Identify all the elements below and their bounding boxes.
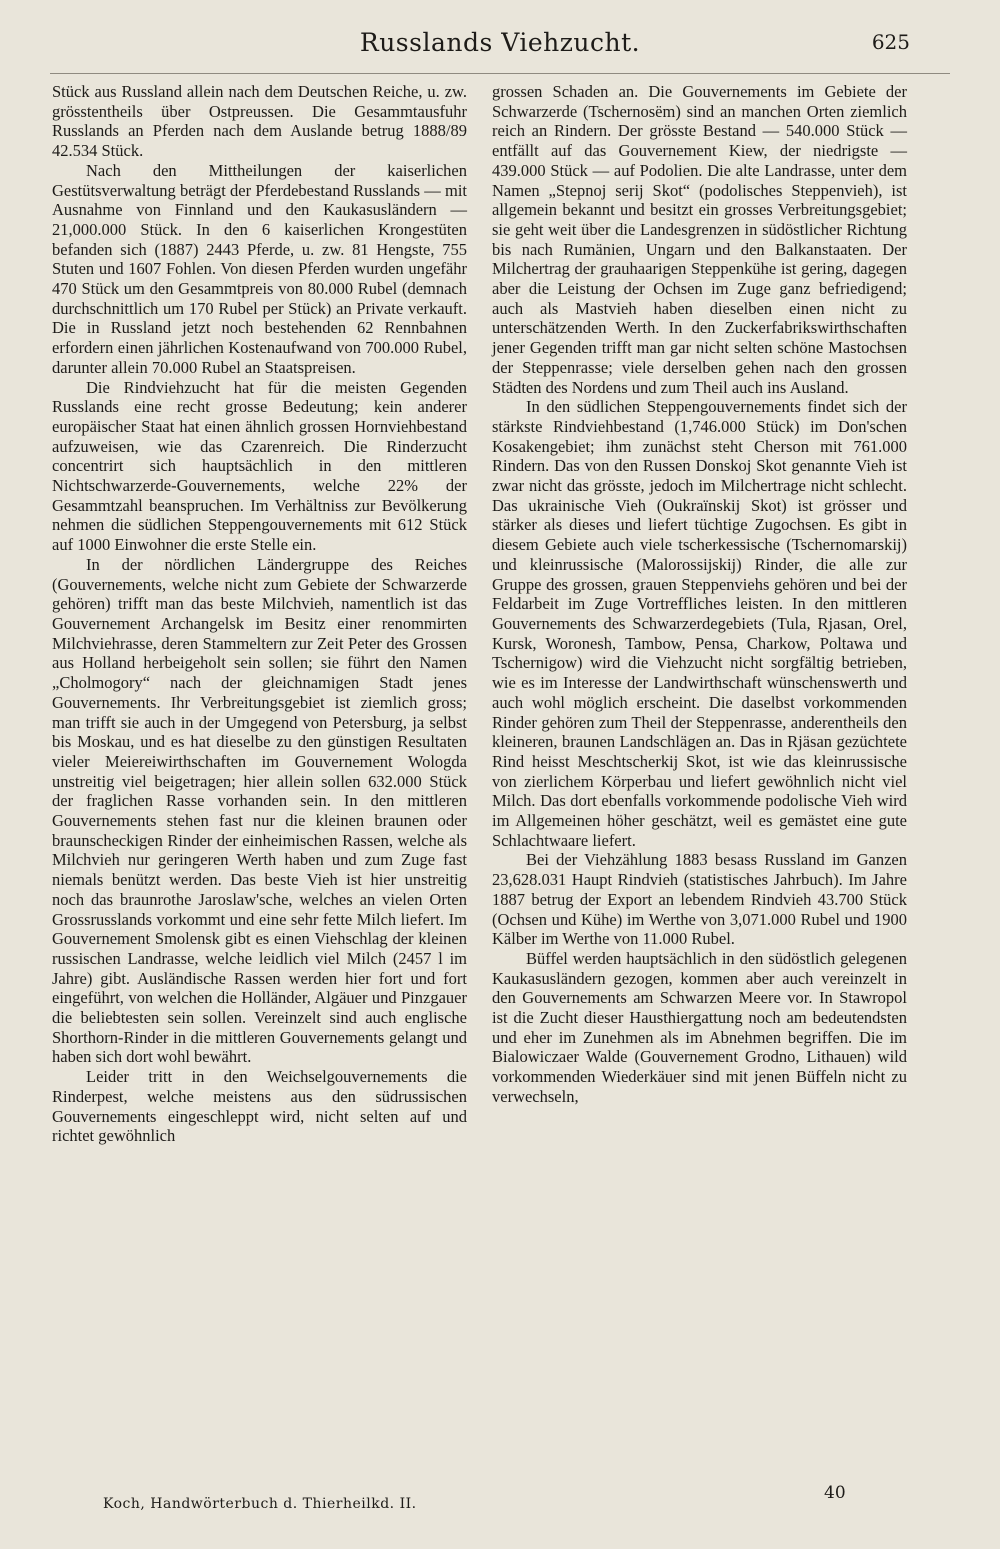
running-head-title: Russlands Viehzucht. xyxy=(359,28,641,57)
left-column xyxy=(52,82,467,1146)
header-rule xyxy=(50,73,950,74)
paragraph: In der nördlichen Ländergruppe des Reiches (Gouvernements, welche nicht zum Gebiete der Schwarzerde gehören) trifft man das beste Milchvieh, namentlich ist das Gouvernement Archangelsk im Besitz einer renommirten Milchviehrasse, deren Stammeltern zur Zeit Peter des Grossen aus Holland herbeigeholt sein sollen; sie führt den Namen „Cholmogory“ nach der gleichnamigen Stadt jenes Gouvernements. Ihr Verbreitungsgebiet ist ziemlich gross; man trifft sie auch in der Umgegend von Petersburg, ja selbst bis Moskau, und es hat dieselbe zu den günstigen Resultaten vieler Meiereiwirthschaften im Gouvernement Wologda unstreitig viel beigetragen; hier allein sollen 632.000 Stück der fraglichen Rasse vorhanden sein. In den mittleren Gouvernements stehen fast nur die kleinen braunen oder braunscheckigen Rinder der einheimischen Rassen, welche als Milchvieh nur geringeren Werth haben und zum Zuge fast niemals benützt werden. Das beste Vieh ist hier unstreitig noch das braunrothe Jaroslaw'sche, welches an vielen Orten Grossrusslands vorkommt und eine sehr fette Milch liefert. Im Gouvernement Smolensk gibt es einen Viehschlag der kleinen russischen Landrasse, welche leidlich viel Milch (2457 l im Jahre) gibt. Ausländische Rassen werden hier fort und fort eingeführt, von welchen die Holländer, Algäuer und Pinzgauer die beliebtesten sein sollen. Vereinzelt sind auch englische Shorthorn-Rinder in die mittleren Gouvernements gelangt und haben sich dort wohl bewährt. xyxy=(52,554,467,1067)
paragraph: In den südlichen Steppengouvernements findet sich der stärkste Rindviehbestand (1,746.000 Stück) im Don'schen Kosakengebiet; ihm zunächst steht Cherson mit 761.000 Rindern. Das von den Russen Donskoj Skot genannte Vieh ist zwar nicht das grösste, jedoch im Milchertrage nicht schlecht. Das ukrainische Vieh (Oukraïnskij Skot) ist grösser und stärker als dieses und liefert tüchtige Zugochsen. Es gibt in diesem Gebiete auch viele tscherkessische (Tschernomarskij) und kleinrussische (Malorossijskij) Rinder, die alle zur Gruppe des grossen, grauen Steppenviehs gehören und bei der Feldarbeit im Zuge Vortreffliches leisten. In den mittleren Gouvernements des Schwarzerdegebiets (Tula, Rjasan, Orel, Kursk, Woronesh, Tambow, Pensa, Charkow, Poltawa und Tschernigow) wird die Viehzucht nicht sorgfältig betrieben, wie es im Interesse der Landwirthschaft wünschenswerth und auch wohl möglich erscheint. Die daselbst vorkommenden Rinder gehören zum Theil der Steppenrasse, anderentheils den kleineren, braunen Landschlägen an. Das in Rjäsan gezüchtete Rind heisst Meschtscherkij Skot, ist wie das kleinrussische von zierlichem Körperbau und liefert gewöhnlich nicht viel Milch. Das dort ebenfalls vorkommende podolische Vieh wird im Allgemeinen höher geschätzt, weil es gemästet eine gute Schlachtwaare liefert. xyxy=(492,397,907,850)
printer-signature-mark: 40 xyxy=(824,1483,846,1503)
right-column xyxy=(492,82,907,1107)
paragraph: Stück aus Russland allein nach dem Deutschen Reiche, u. zw. grösstentheils über Ostpreussen. Die Gesammtausfuhr Russlands an Pferden nach dem Auslande betrug 1888/89 42.534 Stück. xyxy=(52,82,467,161)
footer-source-line: Koch, Handwörterbuch d. Thierheilkd. II. xyxy=(103,1496,417,1512)
paragraph: Bei der Viehzählung 1883 besass Russland im Ganzen 23,628.031 Haupt Rindvieh (statistisches Jahrbuch). Im Jahre 1887 betrug der Export an lebendem Rindvieh 43.700 Stück (Ochsen und Kühe) im Werthe von 3,071.000 Rubel und 1900 Kälber im Werthe von 11.000 Rubel. xyxy=(492,850,907,949)
paragraph: Leider tritt in den Weichselgouvernements die Rinderpest, welche meistens aus den südrussischen Gouvernements eingeschleppt wird, nicht selten auf und richtet gewöhnlich xyxy=(52,1067,467,1146)
page-number: 625 xyxy=(871,30,910,54)
paragraph: Büffel werden hauptsächlich in den südöstlich gelegenen Kaukasusländern gezogen, kommen aber auch vereinzelt in den Gouvernements am Schwarzen Meere vor. In Stawropol ist die Zucht dieser Hausthiergattung noch am bedeutendsten und eher im Zunehmen als im Abnehmen begriffen. Die im Bialowiczaer Walde (Gouvernement Grodno, Lithauen) wild vorkommenden Wiederkäuer sind mit jenen Büffeln nicht zu verwechseln, xyxy=(492,948,907,1106)
paragraph: Die Rindviehzucht hat für die meisten Gegenden Russlands eine recht grosse Bedeutung; kein anderer europäischer Staat hat einen ähnlich grossen Hornviehbestand aufzuweisen, wie das Czarenreich. Die Rinderzucht concentrirt sich hauptsächlich in den mittleren Nichtschwarzerde-Gouvernements, welche 22% der Gesammtzahl beanspruchen. Im Verhältniss zur Bevölkerung nehmen die südlichen Steppengouvernements mit 612 Stück auf 1000 Einwohner die erste Stelle ein. xyxy=(52,377,467,555)
paragraph: Nach den Mittheilungen der kaiserlichen Gestütsverwaltung beträgt der Pferdebestand Russlands — mit Ausnahme von Finnland und den Kaukasusländern — 21,000.000 Stück. In den 6 kaiserlichen Krongestüten befanden sich (1887) 2443 Pferde, u. zw. 81 Hengste, 755 Stuten und 1607 Fohlen. Von diesen Pferden wurden ungefähr 470 Stück um den Gesammtpreis von 80.000 Rubel (demnach durchschnittlich um 170 Rubel per Stück) an Private verkauft. Die in Russland jetzt noch bestehenden 62 Rennbahnen erfordern einen jährlichen Kostenaufwand von 700.000 Rubel, darunter allein 70.000 Rubel an Staatspreisen. xyxy=(52,160,467,377)
paragraph: grossen Schaden an. Die Gouvernements im Gebiete der Schwarzerde (Tschernosëm) sind an manchen Orten ziemlich reich an Rindern. Der grösste Bestand — 540.000 Stück — entfällt auf das Gouvernement Kiew, der niedrigste — 439.000 Stück — auf Podolien. Die alte Landrasse, unter dem Namen „Stepnoj serij Skot“ (podolisches Steppenvieh), ist allgemein bekannt und besitzt ein grosses Verbreitungsgebiet; sie geht weit über die Landesgrenzen in südöstlicher Richtung bis nach Rumänien, Ungarn und den Balkanstaaten. Der Milchertrag der grauhaarigen Steppenkühe ist gering, dagegen aber die Leistung der Ochsen im Zuge ganz befriedigend; auch als Mastvieh haben dieselben einen nicht zu unterschätzenden Werth. In den Zuckerfabrikswirthschaften jener Gegenden trifft man gar nicht selten schöne Mastochsen der Steppenrasse; viele derselben gehen nach den grossen Städten des Nordens und zum Theil auch ins Ausland. xyxy=(492,82,907,397)
